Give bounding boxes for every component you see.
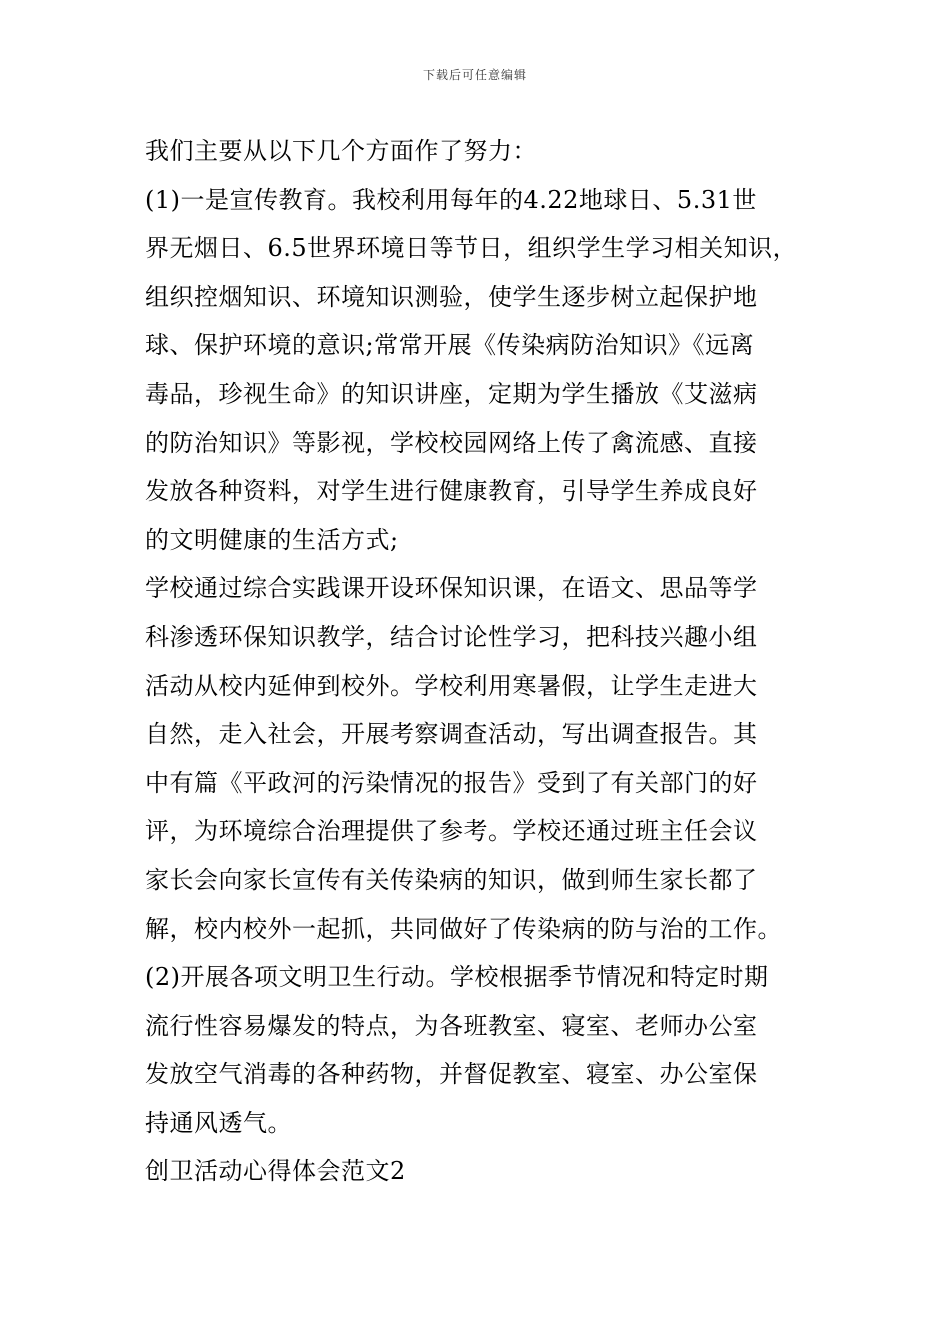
- text-line: 中有篇《平政河的污染情况的报告》受到了有关部门的好: [145, 768, 758, 797]
- text-line: 持通风透气。: [145, 1108, 292, 1137]
- text-line: 学校通过综合实践课开设环保知识课，在语文、思品等学: [145, 574, 758, 603]
- text-line: 家长会向家长宣传有关传染病的知识，做到师生家长都了: [145, 865, 758, 894]
- section-heading: 创卫活动心得体会范文2: [145, 1157, 406, 1186]
- text-line: 发放各种资料，对学生进行健康教育，引导学生养成良好: [145, 477, 758, 506]
- text-line: 的文明健康的生活方式;: [145, 525, 399, 554]
- text-line: 球、保护环境的意识;常常开展《传染病防治知识》《远离: [145, 331, 755, 360]
- document-body: [145, 127, 825, 1196]
- page-header: 下载后可任意编辑: [422, 68, 527, 82]
- text-line: 组织控烟知识、环境知识测验，使学生逐步树立起保护地: [145, 282, 758, 311]
- text-line: 我们主要从以下几个方面作了努力：: [145, 137, 537, 165]
- text-line: 的防治知识》等影视，学校校园网络上传了禽流感、直接: [145, 428, 758, 457]
- text-line: 界无烟日、6.5世界环境日等节日，组织学生学习相关知识，: [145, 234, 798, 263]
- text-line: 活动从校内延伸到校外。学校利用寒暑假，让学生走进大: [145, 671, 758, 700]
- text-line: 科渗透环保知识教学，结合讨论性学习，把科技兴趣小组: [145, 622, 758, 651]
- text-line: 解，校内校外一起抓，共同做好了传染病的防与治的工作。: [145, 914, 782, 943]
- text-line: 发放空气消毒的各种药物，并督促教室、寝室、办公室保: [145, 1060, 758, 1089]
- text-line: 流行性容易爆发的特点，为各班教室、寝室、老师办公室: [145, 1011, 758, 1040]
- text-line: 毒品，珍视生命》的知识讲座，定期为学生播放《艾滋病: [145, 379, 758, 408]
- text-line: (2)开展各项文明卫生行动。学校根据季节情况和特定时期: [145, 963, 769, 992]
- text-line: 评，为环境综合治理提供了参考。学校还通过班主任会议: [145, 817, 758, 846]
- text-line: (1)一是宣传教育。我校利用每年的4.22地球日、5.31世: [145, 185, 757, 214]
- text-line: 自然，走入社会，开展考察调查活动，写出调查报告。其: [145, 720, 758, 749]
